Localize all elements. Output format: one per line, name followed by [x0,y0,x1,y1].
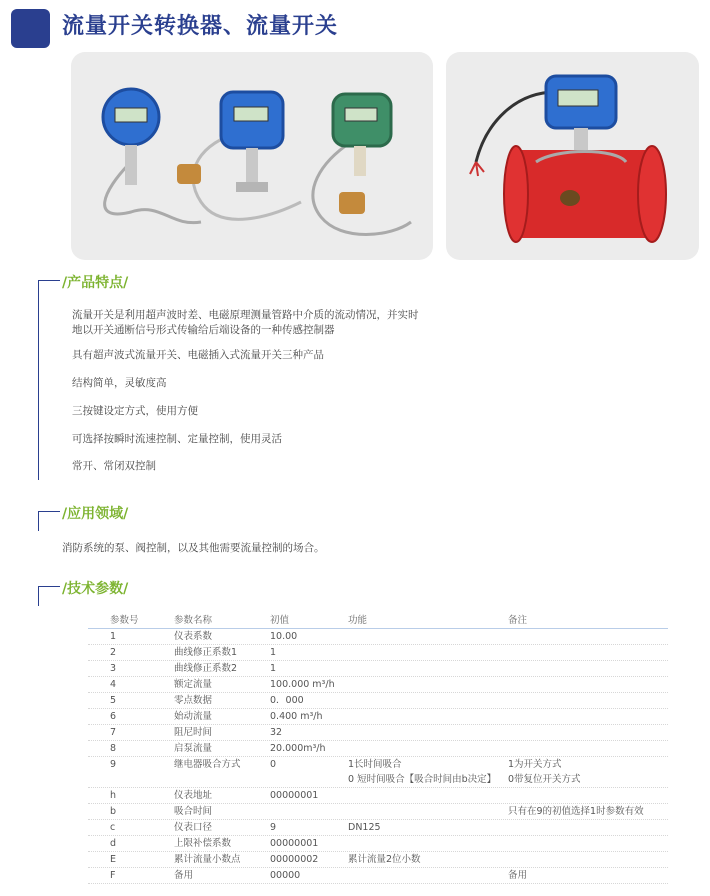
table-cell: 吸合时间 [174,806,213,817]
section-marker [38,511,60,512]
table-cell: 曲线修正系数2 [174,663,238,674]
title-square-icon [11,9,50,48]
col-header: 备注 [508,615,528,626]
table-cell: 32 [270,727,283,738]
table-cell: 10.00 [270,631,298,642]
tech-heading: /技术参数/ [62,581,129,597]
page-title: 流量开关转换器、流量开关 [62,14,339,39]
feature-item: 可选择按瞬时流速控制、定量控制，使用灵活 [72,433,282,445]
table-cell: 9 [270,822,277,833]
application-text: 消防系统的泵、阀控制，以及其他需要流量控制的场合。 [62,542,325,554]
table-cell: 额定流量 [174,679,213,690]
table-cell: 00000001 [270,790,319,801]
table-row [88,836,668,852]
table-row [88,757,668,788]
table-cell: 仪表口径 [174,822,213,833]
table-cell: 上限补偿系数 [174,838,232,849]
table-cell: 0.400 m³/h [270,711,323,722]
col-header: 功能 [348,615,368,626]
feature-item: 流量开关是利用超声波时差、电磁原理测量管路中介质的流动情况，并实时 [72,309,419,321]
params-header-row [88,613,668,629]
table-cell: 2 [110,647,117,658]
col-header: 参数号 [110,615,139,626]
table-cell: 阻尼时间 [174,727,213,738]
table-cell: d [110,838,117,849]
table-cell: 6 [110,711,117,722]
table-cell: 0 短时间吸合【吸合时间由b决定】 [348,774,497,785]
table-row [88,868,668,884]
table-cell: 5 [110,695,117,706]
table-cell: 零点数据 [174,695,213,706]
table-cell: DN125 [348,822,381,833]
section-rule [38,511,39,531]
application-heading: /应用领域/ [62,506,129,522]
table-cell: 备用 [508,870,528,881]
table-cell: c [110,822,116,833]
feature-item: 常开、常闭双控制 [72,460,156,472]
table-cell: 00000001 [270,838,319,849]
table-row [88,804,668,820]
table-row [88,645,668,661]
col-header: 参数名称 [174,615,213,626]
section-marker [38,586,60,587]
table-cell: 累计流量小数点 [174,854,241,865]
table-cell: 0带复位开关方式 [508,774,581,785]
table-row [88,788,668,804]
table-cell: 只有在9的初值选择1时参数有效 [508,806,644,817]
table-cell: 备用 [174,870,194,881]
table-cell: 20.000m³/h [270,743,326,754]
feature-item: 地以开关通断信号形式传输给后端设备的一种传感控制器 [72,324,335,336]
table-row [88,725,668,741]
section-rule [38,586,39,606]
table-cell: 00000002 [270,854,319,865]
table-cell: 100.000 m³/h [270,679,335,690]
table-row [88,661,668,677]
table-cell: 启泵流量 [174,743,213,754]
table-cell: 仪表地址 [174,790,213,801]
table-row [88,741,668,757]
table-cell: 1 [110,631,117,642]
table-cell: 1为开关方式 [508,759,562,770]
col-header: 初值 [270,615,290,626]
table-cell: 0 [270,759,277,770]
table-cell: F [110,870,116,881]
table-cell: 4 [110,679,117,690]
table-row [88,629,668,645]
table-cell: E [110,854,117,865]
table-cell: 7 [110,727,117,738]
table-cell: 1 [270,663,277,674]
table-cell: 始动流量 [174,711,213,722]
table-cell: 3 [110,663,117,674]
table-cell: 8 [110,743,117,754]
section-marker [38,280,60,281]
table-cell: 1 [270,647,277,658]
feature-item: 三按键设定方式，使用方便 [72,405,198,417]
table-cell: b [110,806,117,817]
table-row [88,677,668,693]
product-photo-pipe [446,52,699,260]
table-cell: 9 [110,759,117,770]
table-cell: 0．000 [270,695,304,706]
table-cell: h [110,790,117,801]
product-photo-devices [71,52,433,260]
table-row [88,693,668,709]
feature-item: 具有超声波式流量开关、电磁插入式流量开关三种产品 [72,349,324,361]
table-row [88,820,668,836]
table-cell: 继电器吸合方式 [174,759,241,770]
table-cell: 仪表系数 [174,631,213,642]
table-row [88,709,668,725]
table-cell: 1长时间吸合 [348,759,402,770]
table-row [88,852,668,868]
section-rule [38,280,39,480]
table-cell: 曲线修正系数1 [174,647,238,658]
params-table [88,613,668,884]
feature-item: 结构简单，灵敏度高 [72,377,167,389]
table-cell: 00000 [270,870,301,881]
features-heading: /产品特点/ [62,275,129,291]
table-cell: 累计流量2位小数 [348,854,421,865]
